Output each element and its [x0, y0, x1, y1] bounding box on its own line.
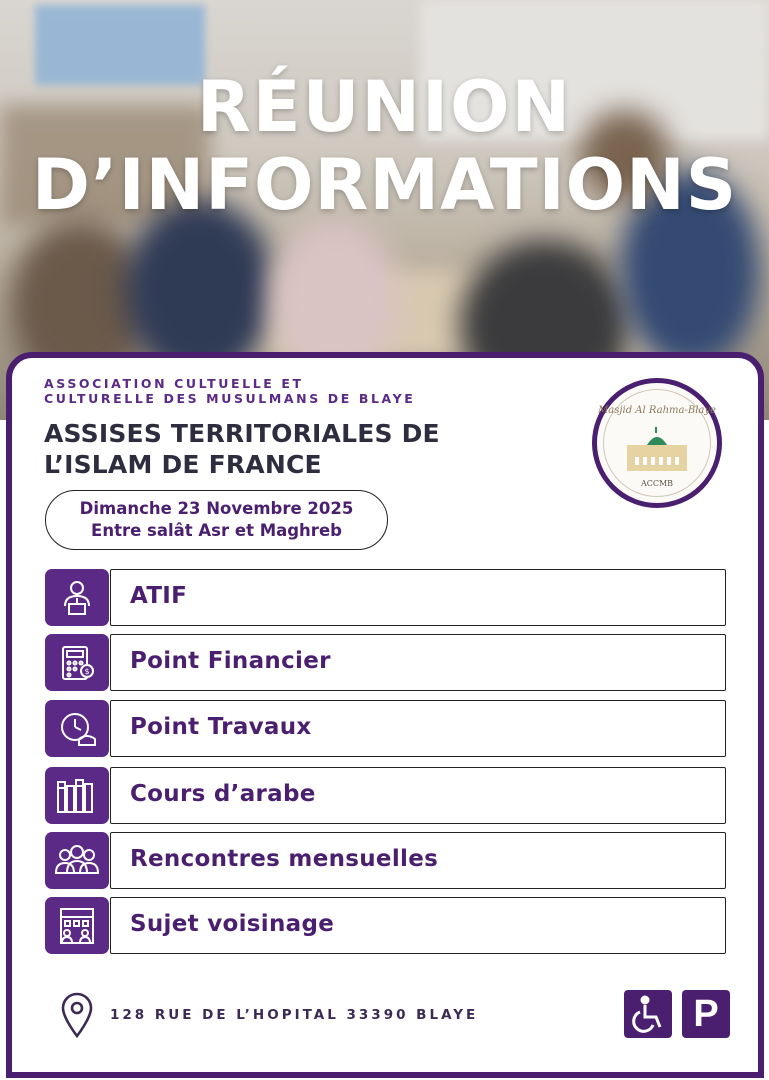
- svg-text:$: $: [84, 666, 90, 676]
- calculator-icon: [45, 634, 109, 691]
- agenda-box: [110, 700, 726, 757]
- construction-clock-icon: [45, 700, 109, 757]
- location-pin-icon: [60, 992, 94, 1042]
- organizer-line1: ASSOCIATION CULTUELLE ET: [44, 376, 304, 391]
- agenda-item-point-financier: [45, 634, 726, 691]
- logo-arc-text: Masjid Al Rahma-Blaye: [598, 405, 716, 416]
- agenda-label: ATIF: [130, 583, 188, 609]
- mosque-icon: [625, 427, 689, 475]
- event-date: Dimanche 23 Novembre 2025: [79, 499, 354, 518]
- speaker-podium-icon: [45, 569, 109, 626]
- agenda-box: [110, 634, 726, 691]
- event-title: [44, 418, 440, 480]
- event-title-line2: L’ISLAM DE FRANCE: [44, 450, 322, 479]
- agenda-label: Rencontres mensuelles: [130, 846, 439, 872]
- agenda-label: Point Travaux: [130, 714, 312, 740]
- group-icon: [45, 832, 109, 889]
- agenda-item-cours-arabe: [45, 767, 726, 824]
- parking-icon: [682, 990, 730, 1038]
- agenda-item-rencontres: [45, 832, 726, 889]
- wheelchair-icon: [624, 990, 672, 1038]
- agenda-box: [110, 767, 726, 824]
- hero-title-line1: RÉUNION: [196, 66, 573, 148]
- parking-label: P: [693, 993, 719, 1035]
- agenda-item-point-travaux: [45, 700, 726, 757]
- address-text: 128 RUE DE L’HOPITAL 33390 BLAYE: [110, 1007, 479, 1023]
- agenda-label: Cours d’arabe: [130, 781, 316, 807]
- organizer-line2: CULTURELLE DES MUSULMANS DE BLAYE: [44, 391, 416, 406]
- date-pill: [45, 490, 388, 550]
- event-time: Entre salât Asr et Maghreb: [91, 521, 342, 540]
- agenda-box: [110, 569, 726, 626]
- agenda-label: Sujet voisinage: [130, 911, 335, 937]
- logo-bottom-text: ACCMB: [640, 479, 674, 488]
- agenda-item-atif: [45, 569, 726, 626]
- agenda-box: [110, 832, 726, 889]
- event-title-line1: ASSISES TERRITORIALES DE: [44, 419, 440, 448]
- agenda-label: Point Financier: [130, 648, 331, 674]
- books-icon: [45, 767, 109, 824]
- agenda-item-voisinage: [45, 897, 726, 954]
- neighbors-icon: [45, 897, 109, 954]
- organizer-name: [44, 376, 415, 406]
- hero-title-line2: D’INFORMATIONS: [31, 144, 738, 226]
- mosque-logo: [592, 378, 722, 508]
- agenda-box: [110, 897, 726, 954]
